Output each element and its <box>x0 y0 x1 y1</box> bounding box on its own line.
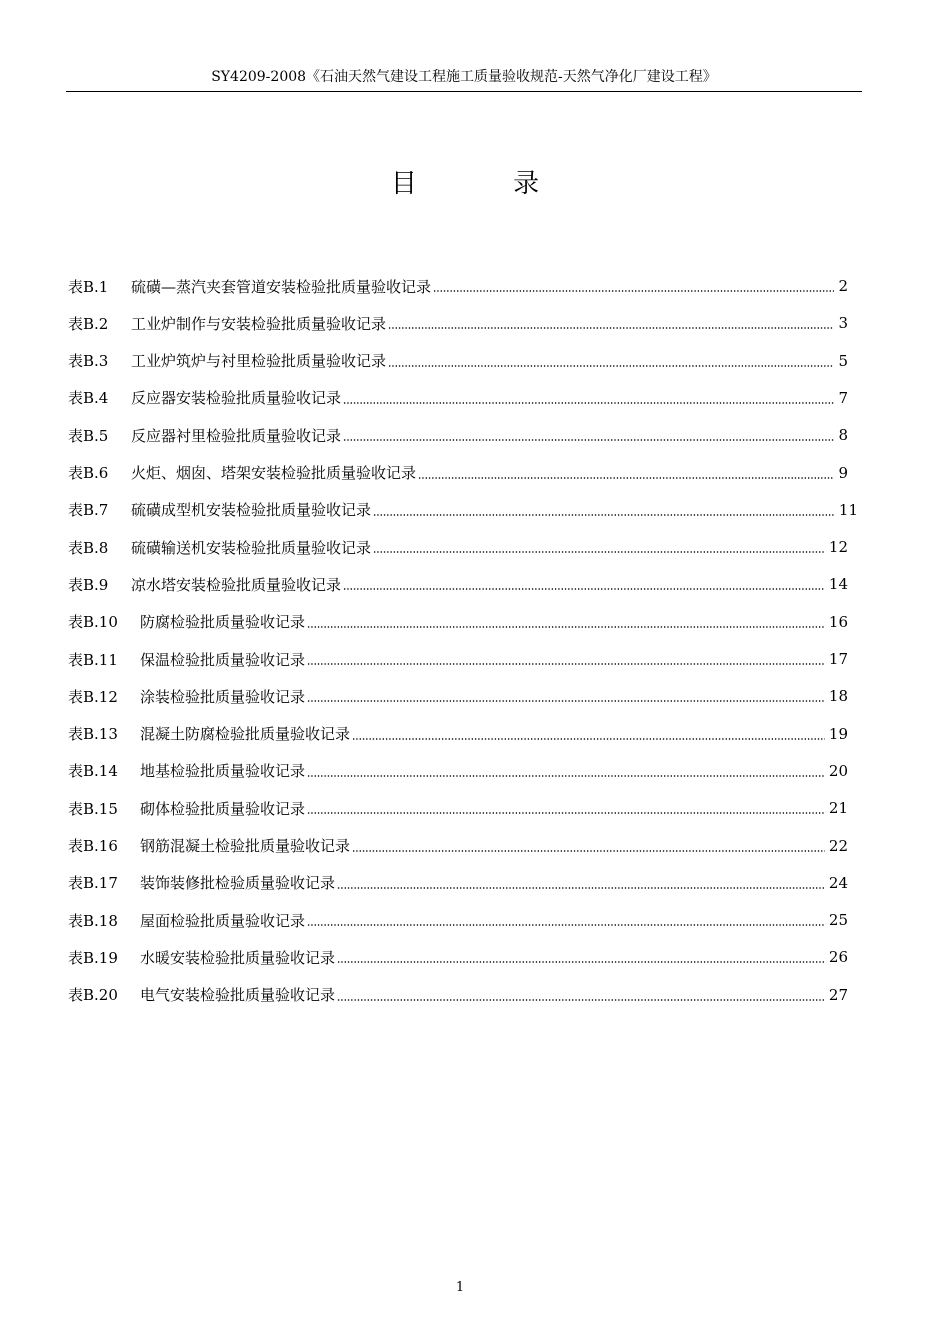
toc-entry-b7[interactable] <box>68 496 858 524</box>
toc-entry-b12[interactable] <box>68 682 848 710</box>
toc-entry-title: 装饰装修批检验质量验收记录 <box>140 874 336 893</box>
toc-entry-label: 表B.5 <box>68 426 109 445</box>
toc-entry-label: 表B.1 <box>68 277 109 296</box>
toc-entry-label: 表B.4 <box>68 389 109 408</box>
toc-entry-title: 反应器安装检验批质量验收记录 <box>131 389 342 408</box>
toc-entry-b3[interactable] <box>68 347 848 375</box>
toc-entry-page: 14 <box>828 575 848 594</box>
toc-entry-b6[interactable] <box>68 459 848 487</box>
toc-leader-dots <box>418 477 834 479</box>
toc-entry-label: 表B.13 <box>68 725 118 744</box>
toc-entry-label: 表B.7 <box>68 501 109 520</box>
toc-leader-dots <box>337 887 825 889</box>
toc-entry-page: 22 <box>828 836 848 855</box>
toc-entry-page: 27 <box>828 985 848 1004</box>
toc-entry-title: 工业炉制作与安装检验批质量验收记录 <box>131 314 387 333</box>
header-text: SY4209-2008《石油天然气建设工程施工质量验收规范-天然气净化厂建设工程》 <box>211 69 717 85</box>
toc-entry-label: 表B.15 <box>68 799 118 818</box>
toc-entry-label: 表B.8 <box>68 538 109 557</box>
toc-entry-page: 17 <box>828 650 848 668</box>
toc-leader-dots <box>373 514 835 516</box>
toc-entry-title: 涂装检验批质量验收记录 <box>140 687 306 706</box>
toc-entry-label: 表B.9 <box>68 575 109 594</box>
toc-entry-title: 硫磺—蒸汽夹套管道安装检验批质量验收记录 <box>131 277 432 296</box>
toc-entry-b19[interactable] <box>68 943 848 971</box>
toc-entry-page: 3 <box>838 314 848 333</box>
toc-entry-b13[interactable] <box>68 720 848 748</box>
toc-leader-dots <box>388 327 834 329</box>
toc-entry-title: 工业炉筑炉与衬里检验批质量验收记录 <box>131 352 387 371</box>
toc-entry-page: 26 <box>828 948 848 967</box>
toc-entry-page: 2 <box>838 277 848 295</box>
toc-entry-b9[interactable] <box>68 570 848 598</box>
toc-entry-page: 19 <box>828 724 848 743</box>
toc-entry-title: 地基检验批质量验收记录 <box>140 762 306 781</box>
toc-leader-dots <box>433 290 834 292</box>
toc-leader-dots <box>307 700 825 702</box>
toc-entry-title: 电气安装检验批质量验收记录 <box>140 986 336 1005</box>
toc-entry-page: 8 <box>838 426 848 445</box>
toc-entry-page: 24 <box>828 873 848 892</box>
toc-leader-dots <box>337 999 825 1001</box>
toc-leader-dots <box>307 812 825 814</box>
toc-entry-title: 混凝土防腐检验批质量验收记录 <box>140 725 351 744</box>
toc-entry-b5[interactable] <box>68 421 848 449</box>
toc-entry-b11[interactable] <box>68 645 848 673</box>
toc-entry-label: 表B.17 <box>68 874 118 893</box>
toc-entry-b16[interactable] <box>68 832 848 860</box>
toc-entry-title: 凉水塔安装检验批质量验收记录 <box>131 575 342 594</box>
toc-entry-page: 11 <box>838 500 858 519</box>
toc-entry-label: 表B.19 <box>68 948 118 967</box>
toc-entry-title: 保温检验批质量验收记录 <box>140 650 306 669</box>
toc-entry-label: 表B.20 <box>68 986 118 1005</box>
toc-entry-title: 硫磺输送机安装检验批质量验收记录 <box>131 538 372 557</box>
toc-leader-dots <box>373 551 825 553</box>
toc-leader-dots <box>307 626 825 628</box>
toc-leader-dots <box>343 588 825 590</box>
toc-entry-b4[interactable] <box>68 384 848 412</box>
toc-entry-b1[interactable] <box>68 272 848 300</box>
toc-leader-dots <box>352 738 825 740</box>
toc-leader-dots <box>337 961 825 963</box>
toc-entry-label: 表B.11 <box>68 650 118 669</box>
toc-entry-b2[interactable] <box>68 309 848 337</box>
toc-entry-page: 16 <box>828 612 848 631</box>
toc-entry-label: 表B.2 <box>68 314 109 333</box>
toc-entry-b8[interactable] <box>68 533 848 561</box>
toc-entry-label: 表B.3 <box>68 352 109 371</box>
toc-entry-page: 25 <box>828 911 848 930</box>
toc-entry-page: 7 <box>838 388 848 407</box>
toc-entry-title: 反应器衬里检验批质量验收记录 <box>131 426 342 445</box>
toc-entry-b14[interactable] <box>68 757 848 785</box>
toc-entry-label: 表B.6 <box>68 464 109 482</box>
toc-entry-title: 硫磺成型机安装检验批质量验收记录 <box>131 501 372 520</box>
toc-entry-page: 12 <box>828 538 848 557</box>
toc-entry-page: 21 <box>828 799 848 818</box>
page-header <box>66 62 862 92</box>
toc-leader-dots <box>307 924 825 926</box>
toc-entry-page: 18 <box>828 687 848 706</box>
toc-entry-title: 防腐检验批质量验收记录 <box>140 613 306 632</box>
toc-entry-b17[interactable] <box>68 869 848 897</box>
toc-entry-label: 表B.18 <box>68 911 118 930</box>
toc-entry-label: 表B.12 <box>68 687 118 706</box>
toc-entry-b10[interactable] <box>68 608 848 636</box>
toc-entry-title: 水暖安装检验批质量验收记录 <box>140 948 336 967</box>
toc-leader-dots <box>352 850 825 852</box>
page-number: 1 <box>455 1280 465 1295</box>
toc-entry-title: 屋面检验批质量验收记录 <box>140 911 306 930</box>
toc-entry-title: 火炬、烟囱、塔架安装检验批质量验收记录 <box>131 464 417 482</box>
toc-entry-label: 表B.14 <box>68 762 118 781</box>
toc-leader-dots <box>343 439 834 441</box>
toc-entry-title: 钢筋混凝土检验批质量验收记录 <box>140 837 351 855</box>
toc-entry-b15[interactable] <box>68 794 848 822</box>
toc-entry-label: 表B.10 <box>68 613 118 632</box>
toc-entry-page: 20 <box>828 761 848 780</box>
toc-entry-label: 表B.16 <box>68 837 118 855</box>
toc-entry-b20[interactable] <box>68 981 848 1009</box>
toc-leader-dots <box>307 663 825 665</box>
toc-entry-page: 9 <box>838 463 848 482</box>
toc-entry-page: 5 <box>838 351 848 370</box>
toc-title: 目 录 <box>390 169 584 199</box>
toc-leader-dots <box>388 365 834 367</box>
toc-leader-dots <box>307 775 825 777</box>
toc-entry-b18[interactable] <box>68 906 848 934</box>
toc-entry-title: 砌体检验批质量验收记录 <box>140 799 306 818</box>
toc-leader-dots <box>343 402 834 404</box>
